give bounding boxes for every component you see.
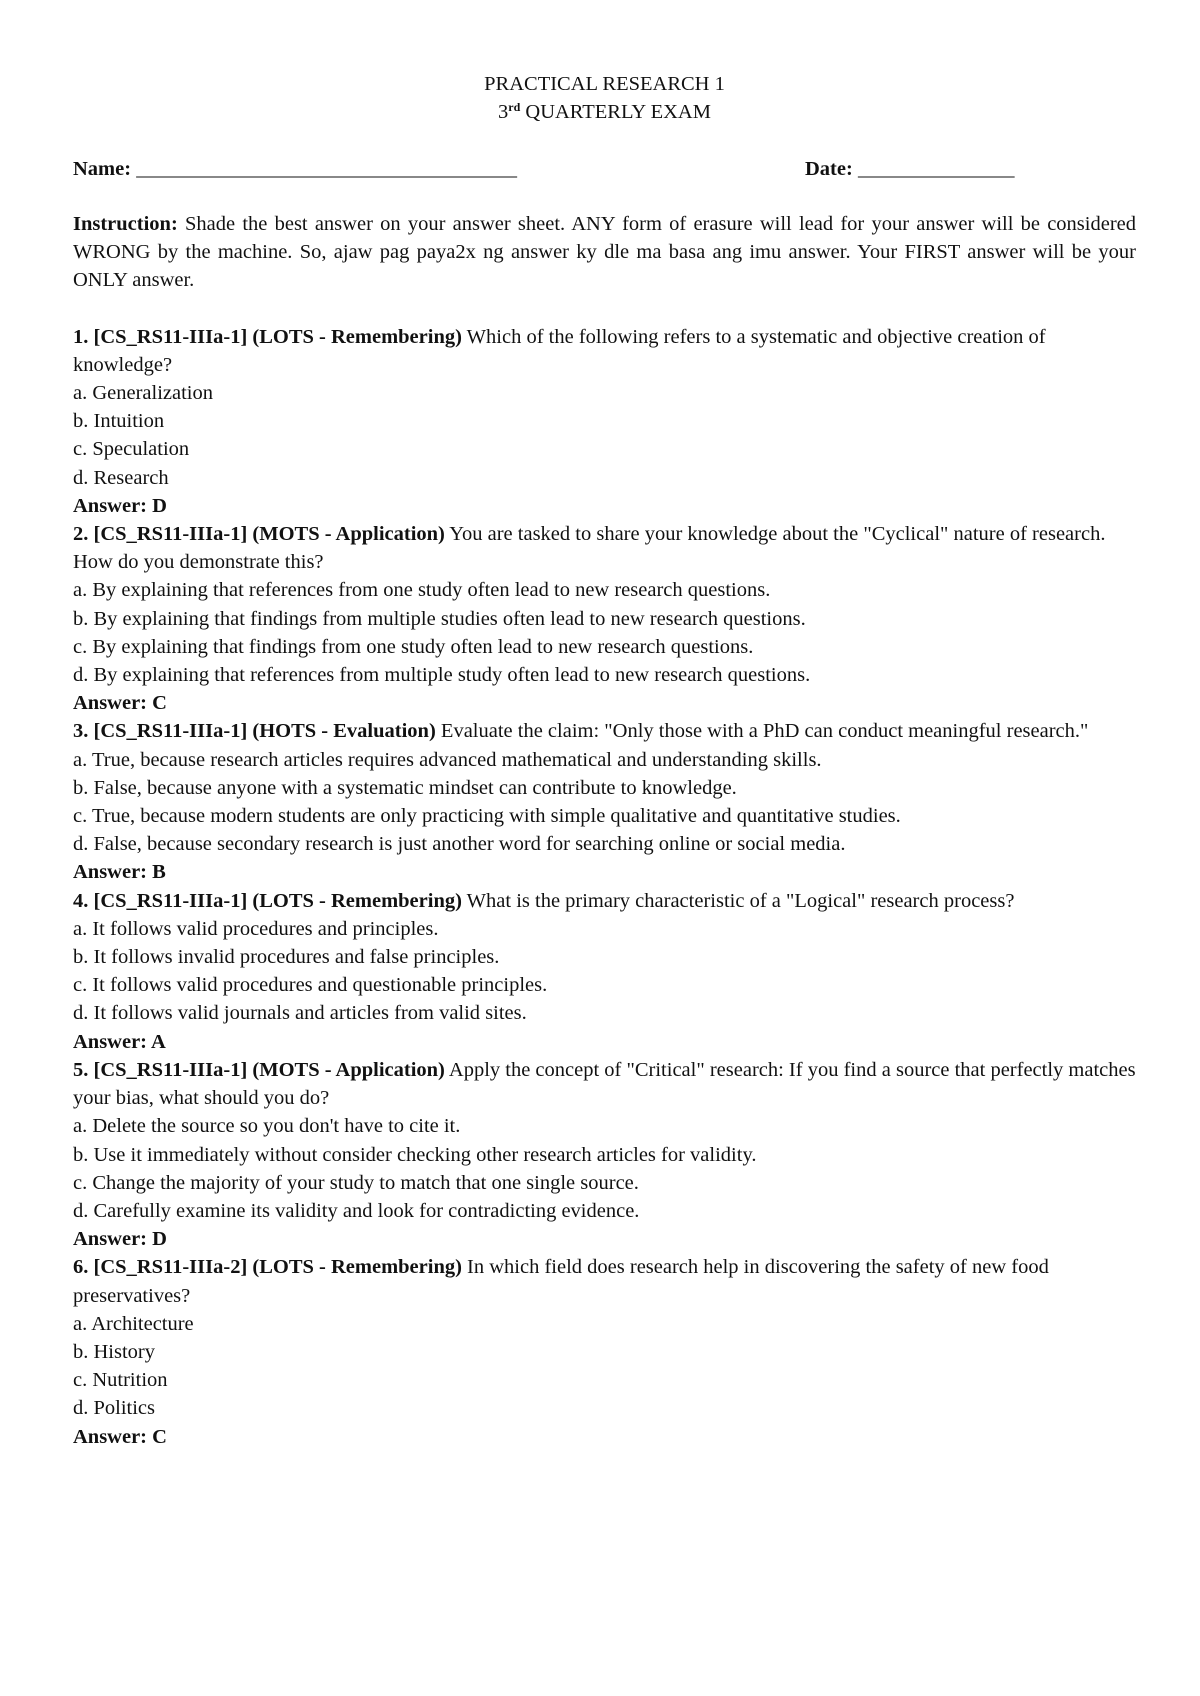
choice-b: b. Intuition — [73, 410, 165, 433]
question-item-4 — [73, 887, 1136, 1056]
question-tag: 1. [CS_RS11-IIIa-1] (LOTS - Remembering) — [73, 325, 462, 348]
choice-c: c. It follows valid procedures and questionable principles. — [73, 974, 548, 997]
instruction-text: Shade the best answer on your answer sheet. ANY form of erasure will lead for your answer will be considered WRONG by the machine. So, ajaw pag paya2x ng answer ky dle ma basa ang imu answer. Your FIRST answer will be your ONLY answer. — [73, 213, 1136, 292]
question-stem — [73, 520, 1136, 576]
instruction-label: Instruction: — [73, 213, 178, 235]
question-text: Apply the concept of "Critical" research: If you find a source that perfectly matches your bias, what should you do? — [73, 1058, 1136, 1110]
question-item-3 — [73, 717, 1136, 886]
question-stem — [73, 323, 1136, 379]
answer-key: Answer: B — [73, 861, 166, 884]
question-stem — [73, 1253, 1136, 1309]
title-line-2 — [73, 98, 1136, 126]
choice-d: d. Politics — [73, 1397, 156, 1420]
question-tag: 2. [CS_RS11-IIIa-1] (MOTS - Application) — [73, 523, 445, 546]
choice-b: b. By explaining that findings from multiple studies often lead to new research questions. — [73, 607, 806, 630]
question-tag: 4. [CS_RS11-IIIa-1] (LOTS - Remembering) — [73, 889, 462, 912]
question-text: What is the primary characteristic of a "Logical" research process? — [461, 889, 1015, 912]
title-line-2-rest: QUARTERLY EXAM — [520, 101, 711, 123]
question-tag: 3. [CS_RS11-IIIa-1] (HOTS - Evaluation) — [73, 720, 436, 743]
answer-key: Answer: D — [73, 494, 167, 517]
choice-c: c. Speculation — [73, 438, 190, 461]
choice-a: a. Architecture — [73, 1312, 194, 1335]
choice-b: b. Use it immediately without consider checking other research articles for validity. — [73, 1143, 757, 1166]
name-date-row — [73, 155, 1136, 183]
choice-c: c. True, because modern students are only practicing with simple qualitative and quantitative studies. — [73, 805, 901, 828]
question-item-6 — [73, 1253, 1136, 1450]
answer-key: Answer: C — [73, 1425, 167, 1448]
choice-b: b. False, because anyone with a systematic mindset can contribute to knowledge. — [73, 776, 737, 799]
date-blank-line: ________________ — [857, 158, 1014, 180]
choice-c: c. Change the majority of your study to match that one single source. — [73, 1171, 639, 1194]
question-item-5 — [73, 1056, 1136, 1253]
choice-a: a. By explaining that references from one study often lead to new research questions. — [73, 579, 771, 602]
question-tag: 6. [CS_RS11-IIIa-2] (LOTS - Remembering) — [73, 1256, 462, 1279]
choice-a: a. Generalization — [73, 382, 214, 405]
choice-c: c. Nutrition — [73, 1369, 168, 1392]
name-label: Name: — [73, 158, 137, 180]
choice-d: d. By explaining that references from multiple study often lead to new research questions. — [73, 664, 811, 687]
answer-key: Answer: C — [73, 692, 167, 715]
choice-c: c. By explaining that findings from one study often lead to new research questions. — [73, 635, 754, 658]
choice-d: d. Research — [73, 466, 169, 489]
name-blank-line: _______________________________________ — [136, 158, 517, 180]
date-label: Date: — [805, 158, 858, 180]
question-list — [73, 323, 1136, 1451]
exam-page — [73, 70, 1136, 1451]
exam-title — [73, 70, 1136, 126]
question-text: In which field does research help in discovering the safety of new food preservatives? — [73, 1256, 1049, 1307]
name-field[interactable] — [73, 155, 516, 183]
choice-d: d. It follows valid journals and articles from valid sites. — [73, 1002, 527, 1025]
answer-key: Answer: D — [73, 1228, 167, 1251]
question-text: Which of the following refers to a systematic and objective creation of knowledge? — [73, 325, 1046, 376]
choice-b: b. It follows invalid procedures and false principles. — [73, 946, 500, 969]
date-field[interactable] — [805, 155, 1014, 183]
question-text: You are tasked to share your knowledge about the "Cyclical" nature of research. How do you demonstrate this? — [73, 523, 1106, 574]
choice-a: a. It follows valid procedures and principles. — [73, 917, 439, 940]
choice-b: b. History — [73, 1340, 155, 1363]
question-text: Evaluate the claim: "Only those with a PhD can conduct meaningful research." — [435, 720, 1089, 743]
title-ordinal: 3 — [498, 101, 509, 123]
question-item-1 — [73, 323, 1136, 520]
instruction-paragraph — [73, 210, 1136, 295]
choice-d: d. False, because secondary research is just another word for searching online or social media. — [73, 833, 846, 856]
title-superscript: rd — [508, 100, 521, 114]
question-tag: 5. [CS_RS11-IIIa-1] (MOTS - Application) — [73, 1058, 445, 1081]
question-stem — [73, 717, 1136, 745]
choice-a: a. True, because research articles requires advanced mathematical and understanding skills. — [73, 748, 822, 771]
question-stem — [73, 887, 1136, 915]
question-item-2 — [73, 520, 1136, 717]
choice-a: a. Delete the source so you don't have to cite it. — [73, 1115, 461, 1138]
question-stem — [73, 1056, 1136, 1112]
choice-d: d. Carefully examine its validity and look for contradicting evidence. — [73, 1199, 640, 1222]
title-line-1: PRACTICAL RESEARCH 1 — [484, 73, 725, 95]
answer-key: Answer: A — [73, 1030, 166, 1053]
